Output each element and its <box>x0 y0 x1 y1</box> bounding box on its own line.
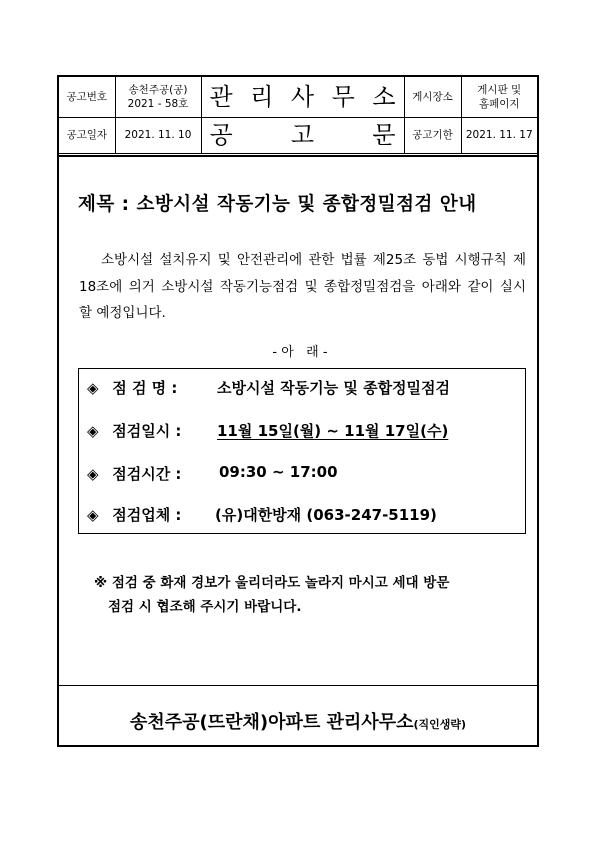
detail-row-name <box>87 377 451 398</box>
office-heading-char: 관 <box>209 82 233 111</box>
detail-value: (유)대한방재 (063-247-5119) <box>215 506 437 524</box>
diamond-bullet-icon: ◈ <box>87 465 99 483</box>
office-heading-char: 리 <box>250 82 274 111</box>
detail-label: 점검일시 : <box>112 422 182 440</box>
footer-divider <box>59 685 537 686</box>
diamond-bullet-icon: ◈ <box>87 422 99 440</box>
detail-label: 점 검 명 : <box>112 379 178 397</box>
diamond-bullet-icon: ◈ <box>87 506 99 524</box>
details-box <box>78 368 526 534</box>
remark-line1: ※ 점검 중 화재 경보가 울리더라도 놀라지 마시고 세대 방문 <box>94 575 450 591</box>
label-notice-date: 공고일자 <box>59 117 115 153</box>
notice-heading <box>201 117 404 153</box>
detail-value: 09:30 ~ 17:00 <box>219 463 338 481</box>
office-heading <box>201 77 404 117</box>
document-title: 제목 : 소방시설 작동기능 및 종합정밀점검 안내 <box>78 194 477 215</box>
notice-deadline: 2021. 11. 17 <box>461 117 537 153</box>
detail-label: 점검업체 : <box>112 506 182 524</box>
office-heading-char: 소 <box>372 82 396 111</box>
label-notice-number: 공고번호 <box>59 77 115 117</box>
diamond-bullet-icon: ◈ <box>87 379 99 397</box>
header-table <box>59 77 537 154</box>
notice-number-line1: 송천주공(공) <box>128 83 188 96</box>
notice-heading-char: 고 <box>290 121 315 149</box>
detail-row-datetime <box>87 420 449 441</box>
detail-row-time <box>87 463 338 484</box>
remark-line2: 점검 시 협조해 주시기 바랍니다. <box>108 599 302 615</box>
label-posting-place: 게시장소 <box>404 77 461 117</box>
notice-heading-char: 공 <box>209 121 233 149</box>
footer-organization: 송천주공(뜨란채)아파트 관리사무소 <box>129 712 414 733</box>
detail-value: 11월 15일(월) ~ 11월 17일(수) <box>217 422 449 440</box>
notice-heading-text <box>202 121 404 149</box>
notice-date: 2021. 11. 10 <box>115 117 201 153</box>
notice-heading-char: 문 <box>372 121 396 149</box>
detail-label: 점검시간 : <box>112 465 182 483</box>
body-paragraph <box>79 247 526 327</box>
detail-row-company <box>87 504 437 525</box>
office-heading-char: 무 <box>331 82 355 111</box>
posting-place-line1: 게시판 및 <box>477 83 522 96</box>
notice-number <box>115 77 201 117</box>
label-notice-deadline: 공고기한 <box>404 117 461 153</box>
office-heading-text <box>202 83 404 111</box>
footer <box>59 708 537 734</box>
header-divider <box>59 155 537 157</box>
detail-value: 소방시설 작동기능 및 종합정밀점검 <box>217 379 451 397</box>
footer-seal-note: (직인생략) <box>413 718 467 731</box>
notice-number-line2: 2021 - 58호 <box>127 97 189 110</box>
office-heading-char: 사 <box>290 82 315 111</box>
below-heading: - 아 래 - <box>272 345 328 360</box>
posting-place-line2: 홈페이지 <box>478 97 520 110</box>
posting-place <box>461 77 537 117</box>
notice-remark <box>94 571 534 619</box>
body-text: 소방시설 설치유지 및 안전관리에 관한 법률 제25조 동법 시행규칙 제18조에 의거 소방시설 작동기능점검 및 종합정밀점검을 아래와 같이 실시 할 예정입니다. <box>79 252 526 321</box>
